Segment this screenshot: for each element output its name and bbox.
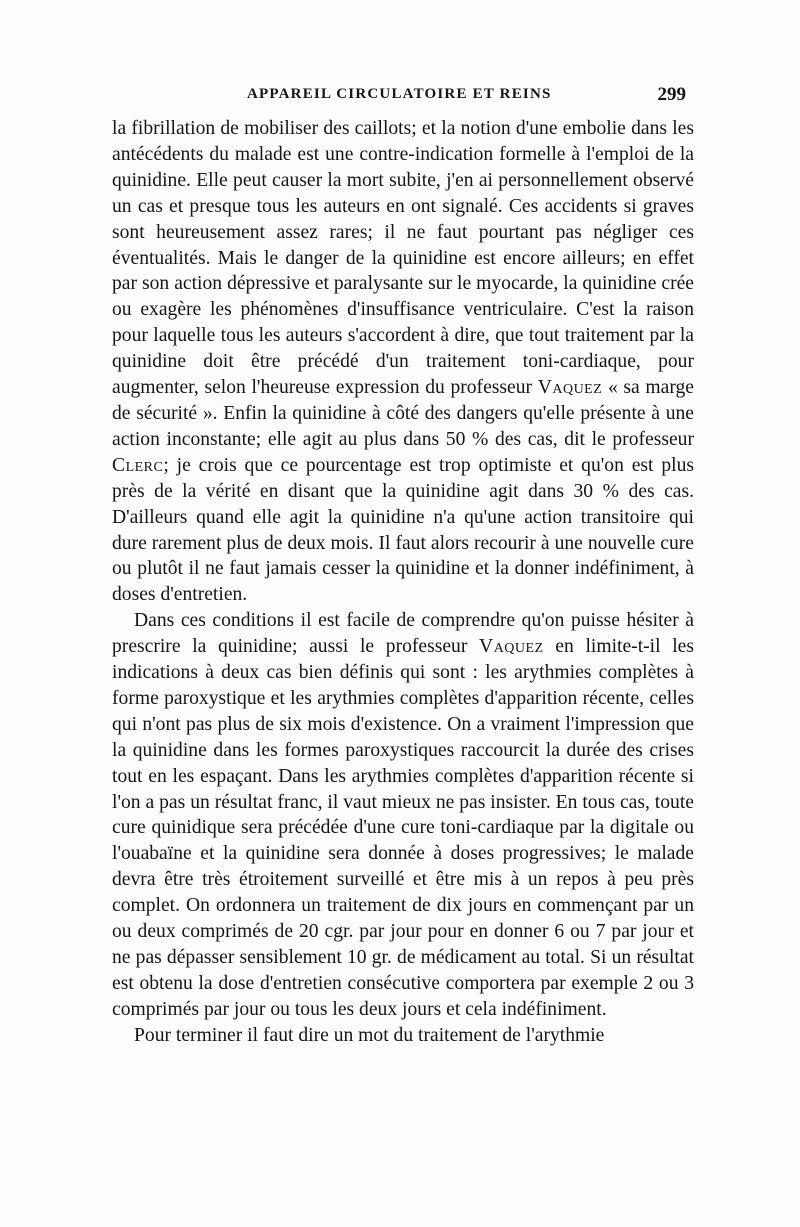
paragraph-1-text-a: la fibrillation de mobiliser des caillots; et la notion d'une embolie dans les antécédents du malade est une contre-indication formelle à l'emploi de la quinidine. Elle peut causer la mort subite, j'en ai personnellement observé un cas et presque tous les auteurs en ont signalé. Ces accidents si graves sont heureusement assez rares; il ne faut pourtant pas négliger ces éventualités. Mais le danger de la quinidine est encore ailleurs; en effet par son action dépressive et paralysante sur le myocarde, la quinidine crée ou exagère les phénomènes d'insuffisance ventriculaire. C'est la raison pour laquelle tous les auteurs s'accordent à dire, que tout traitement par la quinidine doit être précédé d'un traitement toni-cardiaque, pour augmenter, selon l'heureuse expression du professeur [112, 118, 694, 399]
paragraph-1-text-c: ; je crois que ce pourcentage est trop optimiste et qu'on est plus près de la vérité en disant que la quinidine agit dans 30 % des cas. D'ailleurs quand elle agit la quinidine n'a qu'une action transitoire qui dure rarement plus de deux mois. Il faut alors recourir à une nouvelle cure ou plutôt il ne faut jamais cesser la quinidine et la donner indéfiniment, à doses d'entretien. [112, 454, 694, 606]
running-header [112, 86, 692, 110]
author-name-clerc: Clerc [112, 454, 164, 476]
paragraph-3: Pour terminer il faut dire un mot du traitement de l'arythmie [134, 1024, 605, 1046]
author-name-vaquez: Vaquez [479, 636, 544, 658]
author-name-vaquez: Vaquez [537, 377, 603, 399]
paragraph-2 [112, 608, 694, 1023]
paragraph-1-text-b: « sa marge de sécurité ». Enfin la quinidine à côté des dangers qu'elle présente à une action inconstante; elle agit au plus dans 50 % des cas, dit le professeur [112, 377, 694, 450]
running-title: APPAREIL CIRCULATOIRE ET REINS [247, 86, 552, 102]
paragraph-1 [112, 116, 694, 608]
page-number: 299 [657, 84, 686, 105]
paragraph-2-text-b: en limite-t-il les indications à deux cas bien définis qui sont : les arythmies complètes à forme paroxystique et les arythmies complètes d'apparition récente, celles qui n'ont pas plus de six mois d'existence. On a vraiment l'impression que la quinidine dans les formes paroxystiques raccourcit la durée des crises tout en les espaçant. Dans les arythmies complètes d'apparition récente si l'on a pas un résultat franc, il vaut mieux ne pas insister. En tous cas, toute cure quinidique sera précédée d'une cure toni-cardiaque par la digitale ou l'ouabaïne et la quinidine sera donnée à doses progressives; le malade devra être très étroitement surveillé et être mis à un repos à peu près complet. On ordonnera un traitement de dix jours en commençant par un ou deux comprimés de 20 cgr. par jour pour en donner 6 ou 7 par jour et ne pas dépasser sensiblement 10 gr. de médicament au total. Si un résultat est obtenu la dose d'entretien consécutive comportera par exemple 2 ou 3 comprimés par jour ou tous les deux jours et cela indéfiniment. [112, 636, 694, 1020]
body-text [112, 116, 694, 1049]
paragraph-2-text-a: Dans ces conditions il est facile de comprendre qu'on puisse hésiter à prescrire la quinidine; aussi le professeur [112, 610, 694, 658]
